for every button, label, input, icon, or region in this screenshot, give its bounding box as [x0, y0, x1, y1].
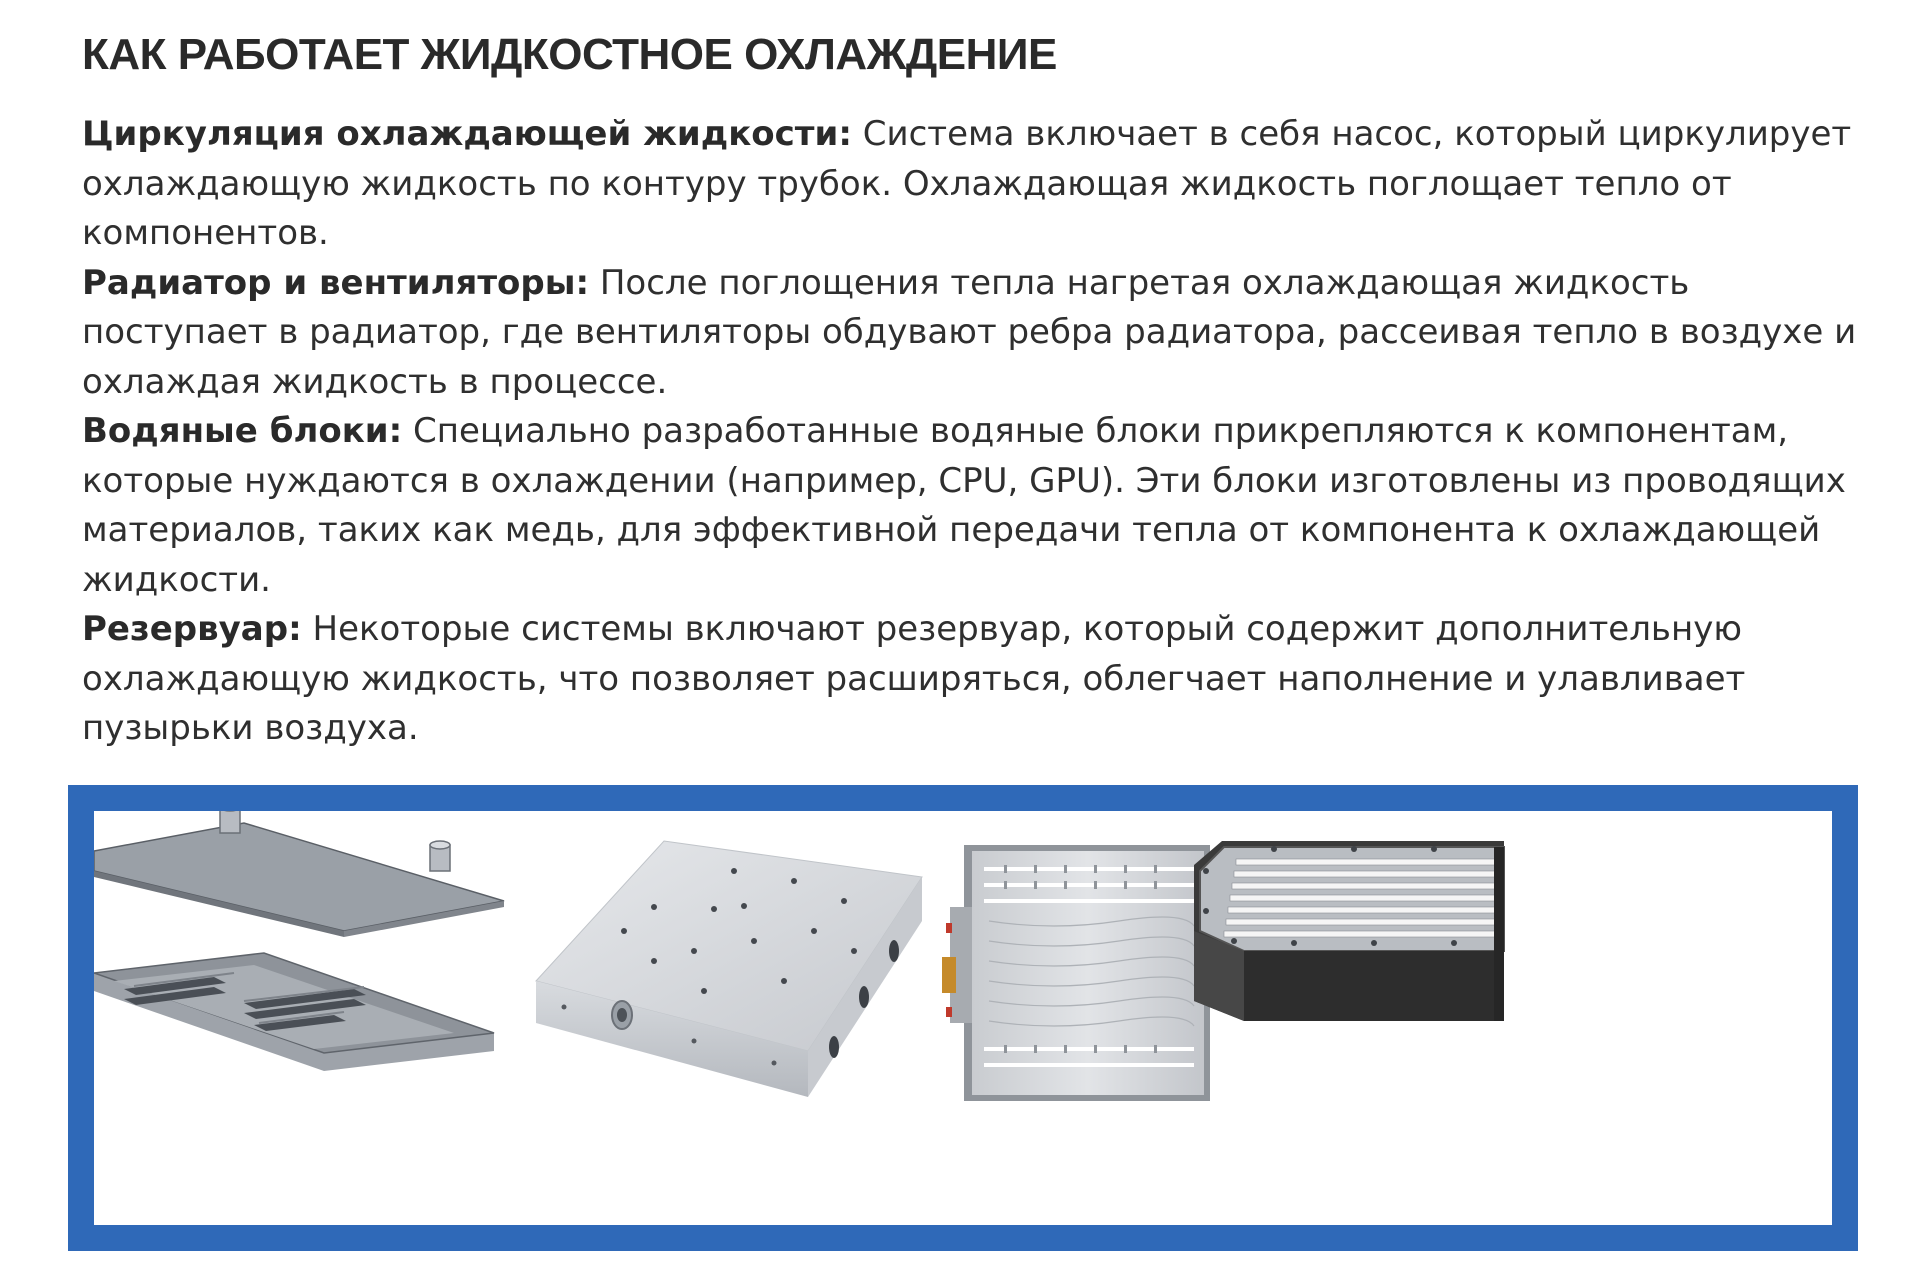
- section-term: Циркуляция охлаждающей жидкости:: [82, 114, 852, 154]
- section-term: Радиатор и вентиляторы:: [82, 262, 590, 303]
- section-reservoir: [82, 605, 1862, 754]
- section-water-blocks: [82, 407, 1862, 605]
- section-term: Водяные блоки:: [82, 411, 403, 451]
- exploded-cold-plate-image: [94, 811, 504, 1071]
- article-body: [82, 110, 1862, 754]
- image-frame: [68, 785, 1858, 1251]
- page-title: КАК РАБОТАЕТ ЖИДКОСТНОЕ ОХЛАЖДЕНИЕ: [82, 30, 1057, 79]
- battery-cooling-plate-image: [1194, 841, 1504, 1021]
- section-radiator-fans: [82, 259, 1862, 408]
- section-term: Резервуар:: [82, 609, 302, 649]
- section-text: После поглощения тепла нагретая охлаждающая жидкость поступает в радиатор, где вентиляторы обдувают ребра радиатора, рассеивая тепло в воздухе и охлаждая жидкость в процессе.: [82, 262, 1857, 402]
- section-text: Система включает в себя насос, который циркулирует охлаждающую жидкость по контуру трубок. Охлаждающая жидкость поглощает тепло от компонентов.: [82, 114, 1852, 253]
- product-images: [94, 811, 1832, 1225]
- section-coolant-circulation: [82, 110, 1862, 259]
- section-text: Некоторые системы включают резервуар, который содержит дополнительную охлаждающую жидкость, что позволяет расширяться, облегчает наполнение и улавливает пузырьки воздуха.: [82, 609, 1746, 748]
- channel-plate-image: [942, 845, 1210, 1101]
- section-text: Специально разработанные водяные блоки прикрепляются к компонентам, которые нуждаются в охлаждении (например, CPU, GPU). Эти блоки изготовлены из проводящих материалов, таких как медь, для эффективной передачи тепла от компонента к охлаждающей жидкости.: [82, 411, 1846, 600]
- machined-block-image: [536, 841, 922, 1097]
